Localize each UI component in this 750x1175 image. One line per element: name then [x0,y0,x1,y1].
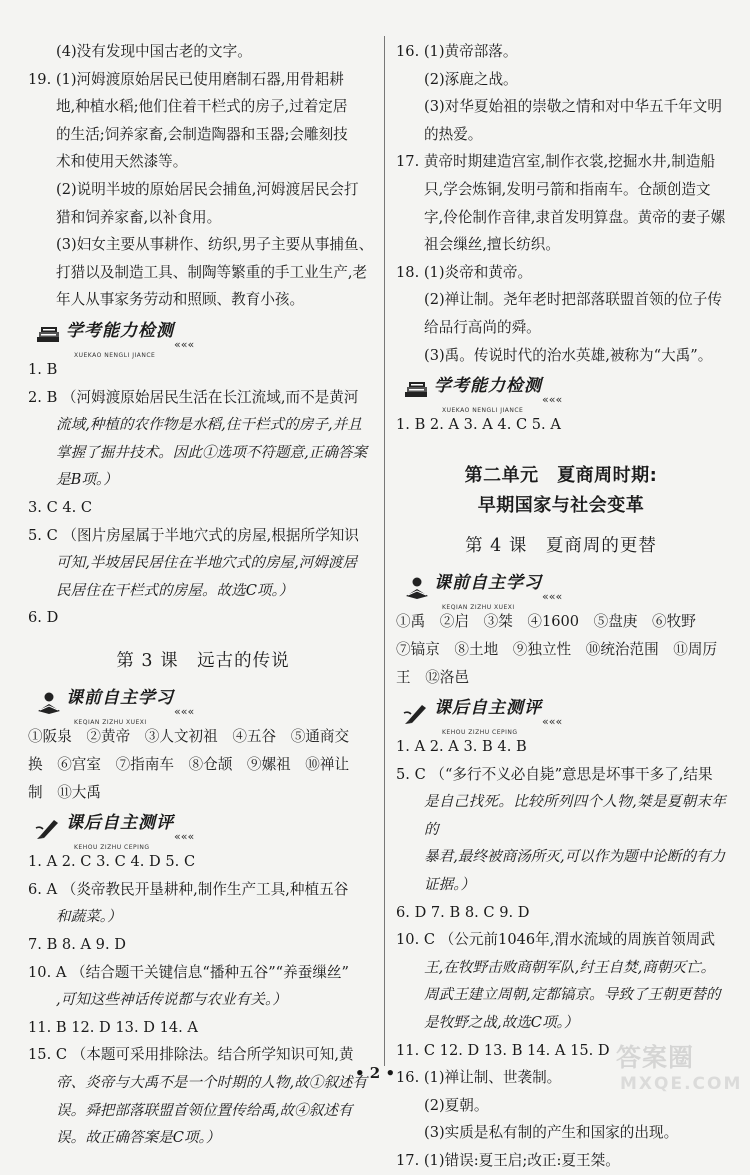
right-column [396,38,726,1175]
answer-line: ①禹 ②启 ③桀 ④1600 ⑤盘庚 ⑥牧野 [396,613,696,631]
answer-line: 地,种植水稻;他们住着干栏式的房子,过着定居 [56,98,348,116]
answer-line: 帝、炎帝与大禹不是一个时期的人物,故①叙述有 [56,1074,368,1091]
answer-line: 11. B 12. D 13. D 14. A [28,1018,198,1036]
answer-line: 7. B 8. A 9. D [28,936,126,954]
answer-line: 16. (1)禅让制、世袭制。 [396,1069,562,1087]
chevron-trail-icon: ««« [542,715,563,729]
answer-line: 术和使用天然漆等。 [56,153,188,171]
chevron-trail-icon: ««« [174,337,195,351]
column-divider [384,36,385,1066]
answer-line: 可知,半坡居民居住在半地穴式的房屋,河姆渡居 [56,554,358,572]
chevron-trail-icon: ««« [174,705,195,719]
answer-line: 19. (1)河姆渡原始居民已使用磨制石器,用骨耜耕 [28,70,344,88]
answer-line: 王 ⑫洛邑 [396,668,469,686]
section-heading-keqian [34,685,378,727]
answer-line: 10. C （公元前1046年,渭水流域的周族首领周武 [396,931,715,949]
unit-2-title [396,461,726,521]
answer-line: 王,在牧野击败商朝军队,纣王自焚,商朝灭亡。 [424,958,716,976]
answer-line: 给品行高尚的舜。 [424,318,541,336]
site-watermark [616,1038,743,1094]
answer-line: ⑦镐京 ⑧土地 ⑨独立性 ⑩统治范围 ⑪周厉 [396,640,718,658]
lesson-3-title: 第 3 课 远古的传说 [116,650,290,671]
answer-line: 17. (1)错误:夏王启;改正:夏王桀。 [396,1152,620,1169]
chevron-trail-icon: ««« [542,393,563,407]
section-title: 学考能力检测 [434,376,542,397]
pen-writing-icon [402,701,432,725]
answer-line: 流域,种植的农作物是水稻,住干栏式的房子,并且 [56,416,362,434]
section-title: 课前自主学习 [434,573,542,594]
answer-line: (4)没有发现中国古老的文字。 [56,43,252,60]
answer-line: 15. C （本题可采用排除法。结合所学知识可知,黄 [28,1046,354,1064]
answer-line: 5. C （图片房屋属于半地穴式的房屋,根据所学知识 [28,526,359,544]
answer-line: 17. 黄帝时期建造宫室,制作衣裳,挖掘水井,制造船 [396,153,716,171]
book-stack-icon [402,379,432,403]
answer-line: (2)说明半坡的原始居民会捕鱼,河姆渡居民会打 [56,180,359,198]
answer-line: 2. B （河姆渡原始居民生活在长江流域,而不是黄河 [28,388,359,406]
answer-line: 换 ⑥宫室 ⑦指南车 ⑧仓颉 ⑨嫘祖 ⑩禅让 [28,756,350,774]
section-pinyin: XUEKAO NENGLI JIANCE [74,351,156,359]
answer-line: 暴君,最终被商汤所灭,可以作为题中论断的有力 [424,848,726,866]
answer-line: 和蔬菜。） [56,908,122,926]
answer-line: (2)夏朝。 [424,1096,489,1114]
answer-line: 的热爱。 [424,125,483,143]
answer-line: 18. (1)炎帝和黄帝。 [396,263,533,281]
answer-line: ,可知这些神话传说都与农业有关。） [56,991,287,1009]
answer-line: 6. D [28,609,59,627]
section-title: 课后自主测评 [66,813,174,834]
section-pinyin: KEQIAN ZIZHU XUEXI [74,719,147,727]
answer-line: (3)实质是私有制的产生和国家的出现。 [424,1124,679,1142]
answer-line: 证据。） [424,876,476,894]
answer-line: 误。舜把部落联盟首领位置传给禹,故④叙述有 [56,1101,353,1119]
answer-line: (3)妇女主要从事耕作、纺织,男子主要从事捕鱼、 [56,236,374,254]
section-title: 课前自主学习 [66,688,174,709]
answer-line: 误。故正确答案是C项。） [56,1129,221,1147]
chevron-trail-icon: ««« [542,590,563,604]
answer-line: 制 ⑪大禹 [28,783,101,801]
chevron-trail-icon: ««« [174,830,195,844]
answer-line: 是自己找死。比较所列四个人物,桀是夏朝末年的 [424,793,726,838]
answer-line: (3)禹。传说时代的治水英雄,被称为“大禹”。 [424,346,713,364]
section-title: 学考能力检测 [66,320,174,341]
answer-line: 10. A （结合题干关键信息“播种五谷”“养蚕缫丝” [28,963,349,981]
answer-line: 1. B 2. A 3. A 4. C 5. A [396,416,561,434]
student-reading-icon [402,576,432,600]
answer-line: 只,学会炼铜,发明弓箭和指南车。仓颉创造文 [424,180,711,198]
lesson-4-title: 第 4 课 夏商周的更替 [465,535,657,556]
answer-line: 6. A （炎帝教民开垦耕种,制作生产工具,种植五谷 [28,880,349,898]
answer-line: 6. D 7. B 8. C 9. D [396,903,530,921]
answer-line: 是B项。） [56,471,118,489]
watermark-url: MXQE.COM [620,1074,743,1094]
answer-line: 11. C 12. D 13. B 14. A 15. D [396,1041,610,1059]
answer-line: 1. A 2. C 3. C 4. D 5. C [28,853,196,871]
section-pinyin: XUEKAO NENGLI JIANCE [442,407,524,415]
answer-line: 打猎以及制造工具、制陶等繁重的手工业生产,老 [56,263,368,281]
answer-line: ①阪泉 ②黄帝 ③人文初祖 ④五谷 ⑤通商交 [28,728,350,746]
answer-line: 3. C 4. C [28,498,93,516]
section-pinyin: KEHOU ZIZHU CEPING [74,844,150,852]
question-19 [28,66,378,314]
answer-line: (2)涿鹿之战。 [424,70,518,88]
section-heading-xuekao [402,373,726,415]
answer-line: 掌握了掘井技术。因此①选项不符题意,正确答案 [56,443,368,461]
section-pinyin: KEHOU ZIZHU CEPING [442,729,518,737]
answer-line: 1. A 2. A 3. B 4. B [396,738,527,756]
answer-line: 的生活;饲养家畜,会制造陶器和玉器;会雕刻技 [56,125,348,143]
answer-line: 猎和饲养家畜,以补食用。 [56,208,222,226]
section-heading-kehou [34,810,378,852]
answer-line: 5. C （“多行不义必自毙”意思是坏事干多了,结果 [396,765,713,783]
answer-line: 年人从事家务劳动和照顾、教育小孩。 [56,291,305,309]
section-heading-xuekao [34,318,378,359]
answer-line: 周武王建立周朝,定都镐京。导致了王朝更替的 [424,986,721,1004]
answer-line: 16. (1)黄帝部落。 [396,43,518,60]
answer-line: (2)禅让制。尧年老时把部落联盟首领的位子传 [424,291,722,309]
answer-line: (3)对华夏始祖的崇敬之情和对中华五千年文明 [424,98,722,116]
book-stack-icon [34,324,64,348]
student-reading-icon [34,691,64,715]
answer-line: 祖会缫丝,擅长纺织。 [424,236,560,254]
answer-line: 民居住在干栏式的房屋。故选C项。） [56,581,294,599]
unit-title-line: 第二单元 夏商周时期: [464,464,658,486]
unit-title-line: 早期国家与社会变革 [477,494,645,516]
watermark-logo: 答案圈 [616,1043,695,1072]
page-number: • 2 • [354,1064,396,1082]
answer-line: 1. B [28,360,58,378]
section-heading-kehou [402,695,726,737]
pen-writing-icon [34,816,64,840]
left-column [28,38,378,1152]
section-title: 课后自主测评 [434,698,542,719]
section-pinyin: KEQIAN ZIZHU XUEXI [442,604,515,612]
answer-line: 是牧野之战,故选C项。） [424,1014,579,1032]
answer-line: 字,伶伦制作音律,隶首发明算盘。黄帝的妻子嫘 [424,208,726,226]
section-heading-keqian [402,570,726,612]
